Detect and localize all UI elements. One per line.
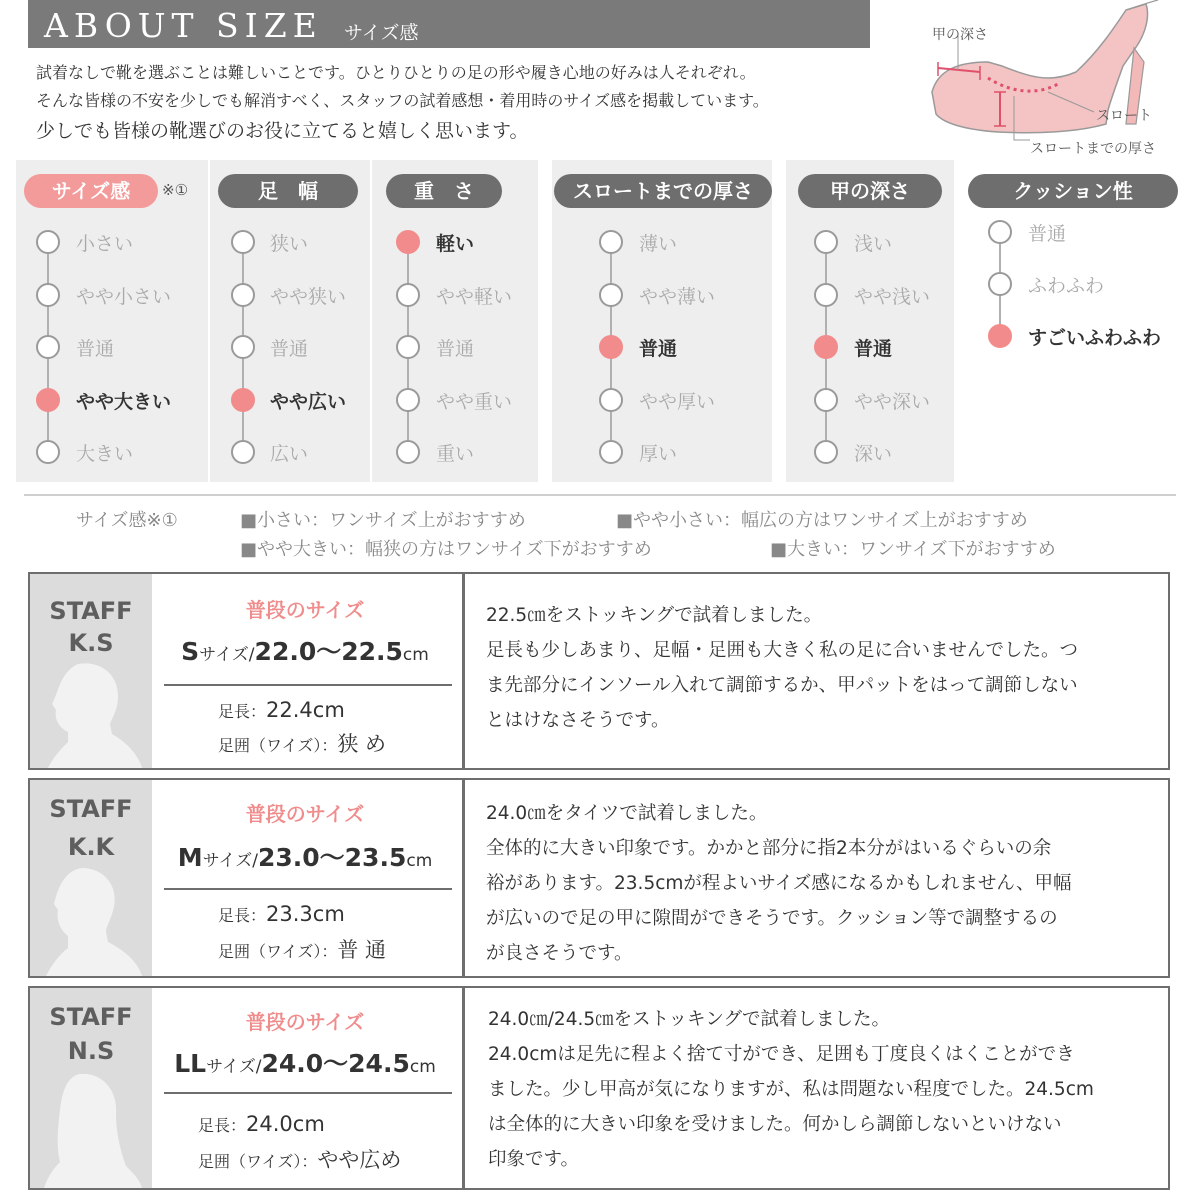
legend-title: サイズ感※① bbox=[76, 510, 178, 531]
criteria-heading-weight: 重 さ bbox=[386, 174, 502, 208]
option-label: 普通 bbox=[1028, 223, 1067, 245]
option-marker bbox=[36, 230, 60, 254]
comment-line: ま先部分にインソール入れて調節するか、甲パットをはって調節しない bbox=[486, 675, 1078, 696]
option-label: やや広い bbox=[270, 390, 347, 413]
option-label: 普通 bbox=[639, 338, 678, 360]
size-divider bbox=[164, 1092, 452, 1094]
column-divider bbox=[462, 574, 465, 768]
staff-initials: N.S bbox=[67, 1037, 115, 1065]
staff-label: STAFF bbox=[49, 597, 133, 625]
option-label: 普通 bbox=[436, 338, 475, 360]
comment-line: 24.0cmは足先に程よく捨て寸ができ、足囲も丁度良くはくことができ bbox=[488, 1044, 1075, 1065]
option-label: 広い bbox=[270, 443, 309, 465]
staff-initials: K.S bbox=[68, 629, 114, 657]
staff-silhouette-icon bbox=[38, 864, 142, 976]
usual-size-label: 普段のサイズ bbox=[245, 598, 365, 622]
foot-length-label: 足長： bbox=[218, 702, 267, 721]
staff-card-ns bbox=[28, 986, 1170, 1190]
selected-option-marker bbox=[36, 388, 60, 412]
option-label: 小さい bbox=[76, 233, 134, 255]
criteria-panel-size-fit bbox=[16, 160, 208, 482]
foot-width-label: 足囲（ワイズ）： bbox=[198, 1152, 318, 1171]
option-label: やや重い bbox=[436, 390, 513, 413]
size-word: サイズ/ bbox=[202, 851, 258, 871]
option-label: やや薄い bbox=[639, 285, 716, 308]
staff-silhouette-icon bbox=[38, 1070, 142, 1188]
option-label: 厚い bbox=[639, 443, 678, 465]
option-label: すごいふわふわ bbox=[1028, 327, 1162, 349]
size-note-mark: ※① bbox=[162, 181, 189, 199]
foot-length-value: 23.3cm bbox=[266, 902, 345, 926]
foot-length bbox=[198, 1112, 325, 1136]
option-marker bbox=[231, 230, 255, 254]
foot-width bbox=[218, 728, 386, 758]
option-marker bbox=[36, 335, 60, 359]
staff-card-kk bbox=[28, 778, 1170, 978]
option-marker bbox=[231, 335, 255, 359]
option-label: やや大きい bbox=[76, 390, 172, 413]
size-unit: cm bbox=[402, 645, 429, 665]
usual-size-label: 普段のサイズ bbox=[245, 1010, 365, 1034]
staff-label: STAFF bbox=[49, 795, 133, 823]
divider bbox=[24, 494, 1176, 496]
criteria-heading-instep-depth: 甲の深さ bbox=[798, 174, 942, 208]
foot-length-label: 足長： bbox=[218, 906, 267, 925]
selected-option-marker bbox=[396, 230, 420, 254]
option-label: 大きい bbox=[76, 443, 134, 465]
option-label: やや深い bbox=[854, 390, 931, 413]
option-marker bbox=[988, 220, 1012, 244]
option-marker bbox=[36, 283, 60, 307]
comment-line: ました。少し甲高が気になりますが、私は問題ない程度でした。24.5cm bbox=[488, 1079, 1094, 1100]
criteria-panel-throat-thickness bbox=[552, 160, 772, 482]
size-divider bbox=[164, 684, 452, 686]
criteria-heading-foot-width: 足 幅 bbox=[218, 174, 358, 208]
usual-size-value bbox=[152, 838, 458, 874]
foot-length bbox=[218, 698, 345, 722]
option-label: やや小さい bbox=[76, 285, 172, 308]
comment-line: 裕があります。23.5cmが程よいサイズ感になるかもしれません、甲幅 bbox=[486, 873, 1072, 894]
intro-line-2: そんな皆様の不安を少しでも解消すべく、スタッフの試着感想・着用時のサイズ感を掲載しています。 bbox=[36, 91, 769, 110]
foot-length-value: 22.4cm bbox=[266, 698, 345, 722]
selected-option-marker bbox=[814, 335, 838, 359]
option-label: やや浅い bbox=[854, 285, 931, 308]
intro-line-1: 試着なしで靴を選ぶことは難しいことです。ひとりひとりの足の形や履き心地の好みは人それぞれ。 bbox=[36, 63, 756, 82]
page-subtitle: サイズ感 bbox=[344, 22, 419, 44]
page-title: ABOUT SIZE bbox=[44, 6, 323, 45]
legend-item-large: ■大きい：ワンサイズ下がおすすめ bbox=[770, 539, 1056, 560]
option-label: 普通 bbox=[76, 338, 115, 360]
staff-silhouette-icon bbox=[38, 658, 142, 768]
option-marker bbox=[396, 440, 420, 464]
usual-size-value bbox=[152, 632, 458, 668]
foot-width-label: 足囲（ワイズ）： bbox=[218, 736, 338, 755]
size-range: 23.0〜23.5 bbox=[257, 843, 407, 872]
option-marker bbox=[814, 230, 838, 254]
option-marker bbox=[599, 440, 623, 464]
option-marker bbox=[396, 388, 420, 412]
option-marker bbox=[988, 272, 1012, 296]
option-marker bbox=[36, 440, 60, 464]
option-label: やや厚い bbox=[639, 390, 716, 413]
foot-length-label: 足長： bbox=[198, 1116, 247, 1135]
criteria-panel-foot-width bbox=[210, 160, 370, 482]
comment-line: が良さそうです。 bbox=[486, 943, 633, 964]
option-label: 薄い bbox=[639, 233, 678, 255]
staff-initials: K.K bbox=[67, 833, 115, 861]
option-marker bbox=[599, 230, 623, 254]
option-label: 深い bbox=[854, 443, 893, 465]
selected-option-marker bbox=[988, 324, 1012, 348]
foot-width-value: 狭 め bbox=[337, 732, 387, 756]
staff-comment bbox=[486, 796, 1072, 971]
comment-line: 印象です。 bbox=[488, 1149, 580, 1170]
foot-length-value: 24.0cm bbox=[246, 1112, 325, 1136]
intro-line-3: 少しでも皆様の靴選びのお役に立てると嬉しく思います。 bbox=[36, 120, 529, 142]
comment-line: 24.0㎝をタイツで試着しました。 bbox=[486, 803, 768, 824]
size-range: 24.0〜24.5 bbox=[261, 1049, 410, 1078]
option-label: やや狭い bbox=[270, 285, 347, 308]
column-divider bbox=[462, 780, 465, 976]
comment-line: 22.5㎝をストッキングで試着しました。 bbox=[486, 605, 823, 626]
option-marker bbox=[231, 283, 255, 307]
foot-width-value: 普 通 bbox=[337, 938, 387, 962]
size-word: サイズ/ bbox=[199, 645, 255, 665]
option-label: 普通 bbox=[270, 338, 309, 360]
legend-item-slightly-large: ■やや大きい：幅狭の方はワンサイズ下がおすすめ bbox=[240, 539, 652, 560]
size-letter: S bbox=[181, 637, 200, 666]
foot-width bbox=[198, 1144, 401, 1174]
size-unit: cm bbox=[406, 851, 433, 871]
option-marker bbox=[396, 283, 420, 307]
instep-depth-label: 甲の深さ bbox=[932, 27, 988, 43]
option-marker bbox=[396, 335, 420, 359]
criteria-panel-weight bbox=[372, 160, 538, 482]
option-marker bbox=[599, 283, 623, 307]
criteria-heading-size-fit: サイズ感 bbox=[24, 174, 158, 208]
option-marker bbox=[231, 440, 255, 464]
size-word: サイズ/ bbox=[206, 1057, 262, 1077]
comment-line: 24.0㎝/24.5㎝をストッキングで試着しました。 bbox=[488, 1009, 891, 1030]
throat-thickness-label: スロートまでの厚さ bbox=[1030, 141, 1156, 157]
foot-length bbox=[218, 902, 345, 926]
size-letter: LL bbox=[174, 1049, 207, 1078]
option-label: やや軽い bbox=[436, 285, 513, 308]
criteria-heading-cushion: クッション性 bbox=[968, 174, 1178, 208]
criteria-heading-throat-thickness: スロートまでの厚さ bbox=[554, 174, 772, 208]
foot-width bbox=[218, 934, 386, 964]
usual-size-label: 普段のサイズ bbox=[245, 802, 365, 826]
staff-comment bbox=[486, 598, 1078, 738]
option-marker bbox=[814, 283, 838, 307]
staff-label: STAFF bbox=[49, 1003, 133, 1031]
option-label: 浅い bbox=[854, 233, 893, 255]
size-letter: M bbox=[177, 843, 203, 872]
legend-item-small: ■小さい：ワンサイズ上がおすすめ bbox=[240, 510, 526, 531]
comment-line: が広いので足の甲に隙間ができそうです。クッション等で調整するの bbox=[486, 908, 1058, 929]
option-marker bbox=[814, 388, 838, 412]
staff-comment bbox=[488, 1002, 1094, 1177]
option-marker bbox=[599, 388, 623, 412]
option-marker bbox=[814, 440, 838, 464]
criteria-panel-instep-depth bbox=[786, 160, 954, 482]
comment-line: は全体的に大きい印象を受けました。何かしら調節しないといけない bbox=[488, 1114, 1062, 1135]
foot-width-label: 足囲（ワイズ）： bbox=[218, 942, 338, 961]
size-unit: cm bbox=[409, 1057, 436, 1077]
usual-size-value bbox=[152, 1044, 458, 1080]
column-divider bbox=[462, 988, 465, 1188]
legend-item-slightly-small: ■やや小さい：幅広の方はワンサイズ上がおすすめ bbox=[616, 510, 1028, 531]
throat-label: スロート bbox=[1096, 108, 1152, 124]
comment-line: 全体的に大きい印象です。かかと部分に指2本分がはいるぐらいの余 bbox=[486, 838, 1052, 859]
comment-line: 足長も少しあまり、足幅・足囲も大きく私の足に合いませんでした。つ bbox=[486, 640, 1079, 661]
option-label: 重い bbox=[436, 443, 475, 465]
staff-card-ks bbox=[28, 572, 1170, 770]
selected-option-marker bbox=[231, 388, 255, 412]
foot-width-value: やや広め bbox=[317, 1148, 402, 1172]
size-range: 22.0〜22.5 bbox=[254, 637, 403, 666]
option-label: ふわふわ bbox=[1028, 275, 1105, 297]
option-label: 軽い bbox=[436, 233, 475, 255]
comment-line: とはけなさそうです。 bbox=[486, 710, 670, 731]
size-divider bbox=[164, 888, 452, 890]
selected-option-marker bbox=[599, 335, 623, 359]
option-label: 狭い bbox=[270, 233, 309, 255]
option-label: 普通 bbox=[854, 338, 893, 360]
